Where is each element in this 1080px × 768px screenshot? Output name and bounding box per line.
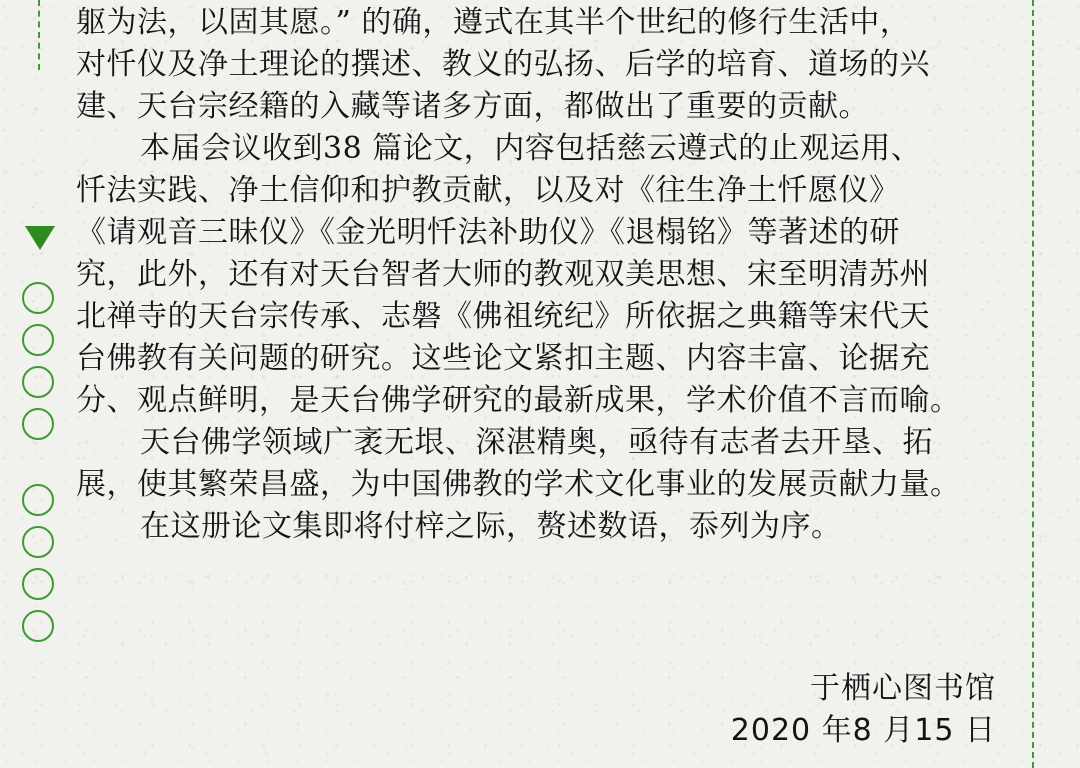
text-line: 建、天台宗经籍的入藏等诸多方面，都做出了重要的贡献。 (76, 89, 869, 124)
left-dashed-rule (38, 0, 40, 70)
triangle-down-icon (25, 226, 55, 250)
circle-outline-icon (22, 324, 54, 356)
text-line: 本届会议收到38 篇论文，内容包括慈云遵式的止观运用、 (140, 131, 922, 166)
text-line: 躯为法，以固其愿。” 的确，遵式在其半个世纪的修行生活中， (76, 5, 911, 40)
text-line: 对忏仪及净土理论的撰述、教义的弘扬、后学的培育、道场的兴 (76, 47, 930, 82)
signature-date: 2020 年8 月15 日 (730, 713, 996, 748)
text-line: 台佛教有关问题的研究。这些论文紧扣主题、内容丰富、论据充 (76, 341, 930, 376)
right-dashed-rule (1032, 0, 1034, 768)
circle-outline-icon (22, 526, 54, 558)
text-line: 北禅寺的天台宗传承、志磐《佛祖统纪》所依据之典籍等宋代天 (76, 299, 930, 334)
circle-outline-icon (22, 366, 54, 398)
circle-outline-icon (22, 610, 54, 642)
text-line: 究，此外，还有对天台智者大师的教观双美思想、宋至明清苏州 (76, 257, 930, 292)
signature-place: 于栖心图书馆 (810, 671, 996, 706)
text-line: 分、观点鲜明，是天台佛学研究的最新成果，学术价值不言而喻。 (76, 383, 961, 418)
text-line: 《请观音三昧仪》《金光明忏法补助仪》《退榻铭》等著述的研 (76, 215, 900, 250)
text-line: 在这册论文集即将付梓之际，赘述数语，忝列为序。 (140, 509, 842, 544)
circle-outline-icon (22, 408, 54, 440)
circle-outline-icon (22, 568, 54, 600)
circle-outline-icon (22, 484, 54, 516)
text-line: 天台佛学领域广袤无垠、深湛精奥，亟待有志者去开垦、拓 (140, 425, 933, 460)
circle-outline-icon (22, 282, 54, 314)
text-line: 展，使其繁荣昌盛，为中国佛教的学术文化事业的发展贡献力量。 (76, 467, 961, 502)
text-line: 忏法实践、净土信仰和护教贡献，以及对《往生净土忏愿仪》 (76, 173, 900, 208)
